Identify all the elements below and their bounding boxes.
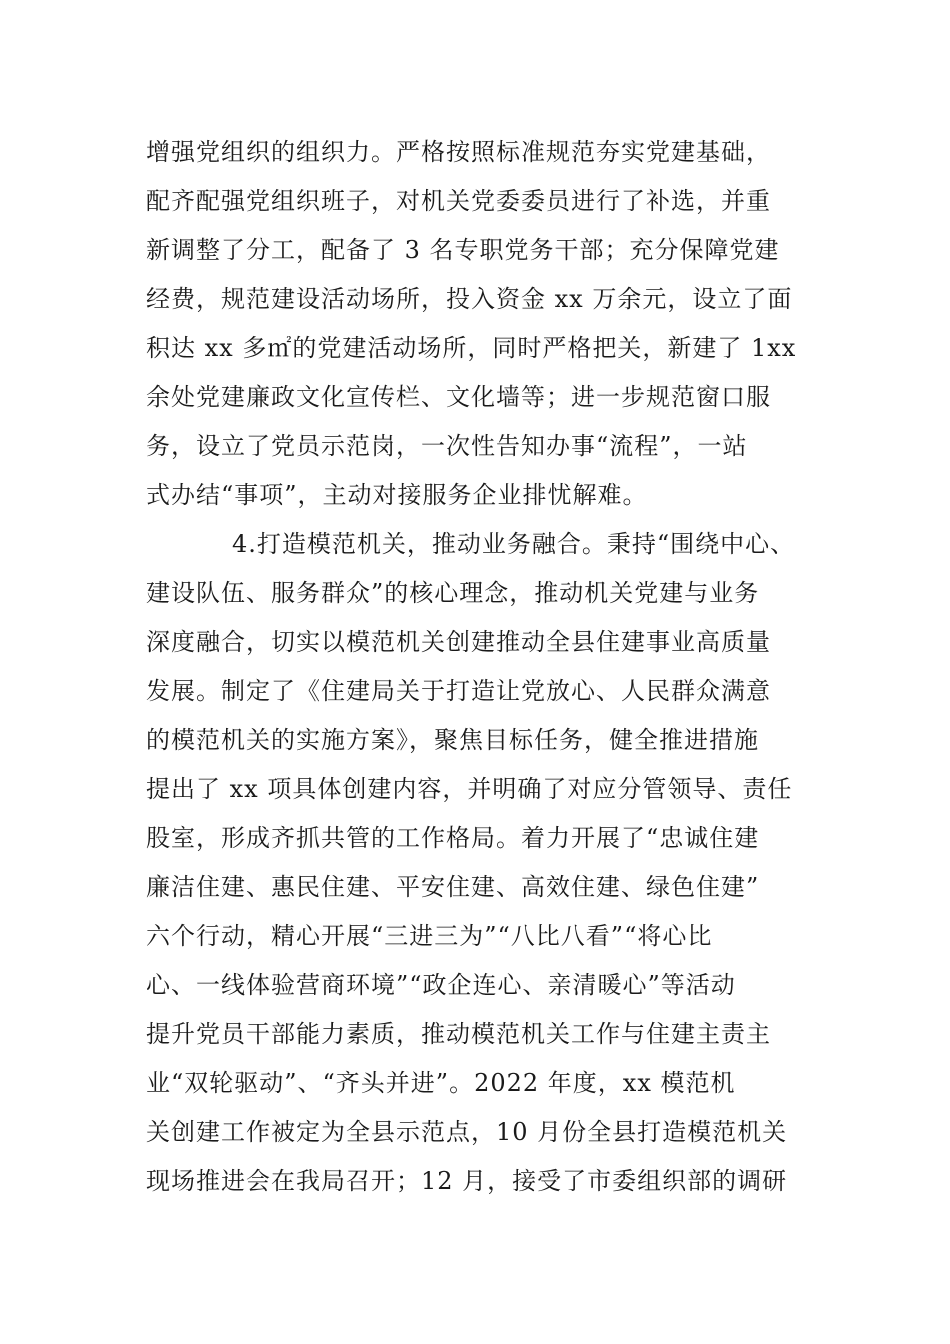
text-line: 发展。制定了《住建局关于打造让党放心、人民群众满意 xyxy=(146,677,771,705)
text-line: 现场推进会在我局召开；12 月，接受了市委组织部的调研 xyxy=(146,1167,788,1195)
text-line: 廉洁住建、惠民住建、平安住建、高效住建、绿色住建” xyxy=(146,873,760,901)
text-line: 业“双轮驱动”、“齐头并进”。2022 年度，xx 模范机 xyxy=(146,1069,736,1097)
text-line: 六个行动，精心开展“三进三为”“八比八看”“将心比 xyxy=(146,922,713,950)
text-line: 务，设立了党员示范岗，一次性告知办事“流程”，一站 xyxy=(146,432,748,460)
text-line: 关创建工作被定为全县示范点，10 月份全县打造模范机关 xyxy=(146,1118,788,1146)
text-line: 的模范机关的实施方案》，聚焦目标任务，健全推进措施 xyxy=(146,726,759,754)
text-line: 深度融合，切实以模范机关创建推动全县住建事业高质量 xyxy=(146,628,771,656)
text-line: 余处党建廉政文化宣传栏、文化墙等；进一步规范窗口服 xyxy=(146,383,771,411)
text-line: 心、一线体验营商环境”“政企连心、亲清暖心”等活动 xyxy=(146,971,736,999)
text-line: 经费，规范建设活动场所，投入资金 xx 万余元，设立了面 xyxy=(146,285,793,313)
body-text xyxy=(146,128,816,1206)
paragraph-heading-line: 4.打造模范机关，推动业务融合。秉持“围绕中心、 xyxy=(232,530,796,558)
text-line: 配齐配强党组织班子，对机关党委委员进行了补选，并重 xyxy=(146,187,771,215)
text-line: 增强党组织的组织力。严格按照标准规范夯实党建基础， xyxy=(146,138,771,166)
text-line: 提出了 xx 项具体创建内容，并明确了对应分管领导、责任 xyxy=(146,775,793,803)
text-line: 股室，形成齐抓共管的工作格局。着力开展了“忠诚住建 xyxy=(146,824,760,852)
text-line: 式办结“事项”，主动对接服务企业排忧解难。 xyxy=(146,481,648,509)
text-line: 建设队伍、服务群众”的核心理念，推动机关党建与业务 xyxy=(146,579,760,607)
text-line: 新调整了分工，配备了 3 名专职党务干部；充分保障党建 xyxy=(146,236,780,264)
text-line: 提升党员干部能力素质，推动模范机关工作与住建主责主 xyxy=(146,1020,771,1048)
text-line: 积达 xx 多㎡的党建活动场所，同时严格把关，新建了 1xx xyxy=(146,334,797,362)
